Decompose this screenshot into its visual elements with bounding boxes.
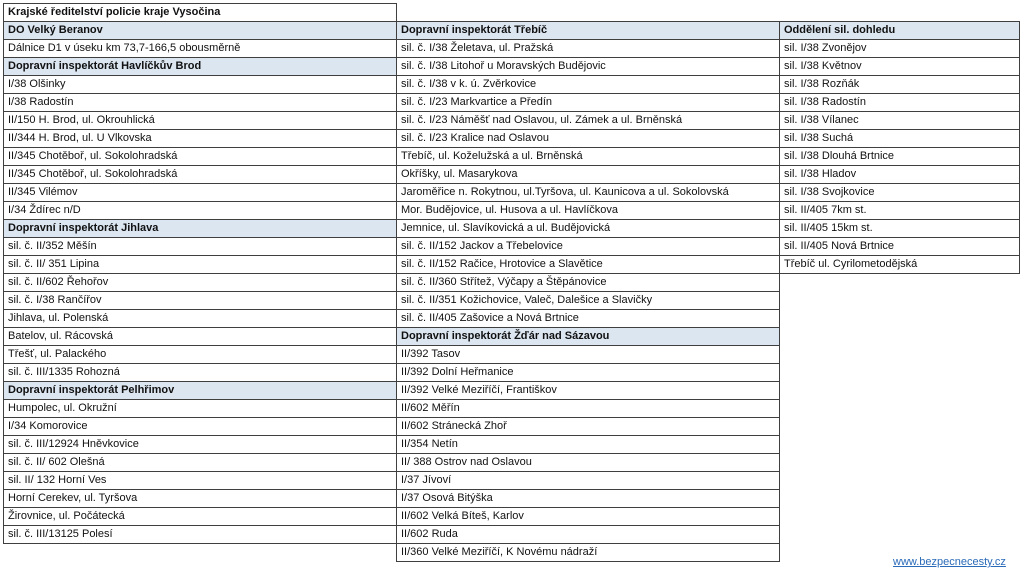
table-row-sil-c-i-38-rancirov: sil. č. I/38 Rančířov [3,291,397,310]
table-row-sil-c-i-38-litohor-u-moravskych-budejovi: sil. č. I/38 Litohoř u Moravských Budějovic [396,57,780,76]
table-row-sil-c-iii-1335-rohozna: sil. č. III/1335 Rohozná [3,363,397,382]
table-row-sil-i-38-dlouha-brtnice: sil. I/38 Dlouhá Brtnice [779,147,1020,166]
table-row-sil-i-38-zvonejov: sil. I/38 Zvonějov [779,39,1020,58]
website-link[interactable]: www.bezpecnecesty.cz [893,556,1006,568]
table-row-sil-c-i-38-v-k-u-zverkovice: sil. č. I/38 v k. ú. Zvěrkovice [396,75,780,94]
table-row-i-37-jivovi: I/37 Jívoví [396,471,780,490]
table-row-sil-ii-405-7km-st: sil. II/405 7km st. [779,201,1020,220]
table-row-i-34-komorovice: I/34 Komorovice [3,417,397,436]
table-row-i-38-olsinky: I/38 Olšinky [3,75,397,94]
table-row-okrisky-ul-masarykova: Okříšky, ul. Masarykova [396,165,780,184]
table-row-ii-602-ruda: II/602 Ruda [396,525,780,544]
table-row-i-37-osova-bityska: I/37 Osová Bitýška [396,489,780,508]
table-row-ii-388-ostrov-nad-oslavou: II/ 388 Ostrov nad Oslavou [396,453,780,472]
table-row-sil-c-ii-602-rehorov: sil. č. II/602 Řehořov [3,273,397,292]
section-header-dopravni-inspektorat-zdar-nad-sazavou: Dopravní inspektorát Žďár nad Sázavou [396,327,780,346]
table-row-jaromerice-n-rokytnou-ul-tyrsova-ul-kaun: Jaroměřice n. Rokytnou, ul.Tyršova, ul. Kaunicova a ul. Sokolovská [396,183,780,202]
table-row-horni-cerekev-ul-tyrsova: Horní Cerekev, ul. Tyršova [3,489,397,508]
table-row-trebic-ul-kozeluzska-a-ul-brnenska: Třebíč, ul. Koželužská a ul. Brněnská [396,147,780,166]
table-row-ii-354-netin: II/354 Netín [396,435,780,454]
section-header-dopravni-inspektorat-trebic: Dopravní inspektorát Třebíč [396,21,780,40]
table-row-sil-c-ii-352-mesin: sil. č. II/352 Měšín [3,237,397,256]
table-row-sil-c-iii-12924-hnevkovice: sil. č. III/12924 Hněvkovice [3,435,397,454]
table-row-sil-c-i-23-kralice-nad-oslavou: sil. č. I/23 Kralice nad Oslavou [396,129,780,148]
table-row-sil-c-ii-405-zasovice-a-nova-brtnice: sil. č. II/405 Zašovice a Nová Brtnice [396,309,780,328]
table-row-ii-345-vilemov: II/345 Vilémov [3,183,397,202]
table-row-sil-c-i-23-namest-nad-oslavou-ul-zamek-a: sil. č. I/23 Náměšť nad Oslavou, ul. Zámek a ul. Brněnská [396,111,780,130]
table-row-sil-c-ii-152-jackov-a-trebelovice: sil. č. II/152 Jackov a Třebelovice [396,237,780,256]
table-row-jihlava-ul-polenska: Jihlava, ul. Polenská [3,309,397,328]
table-row-ii-602-merin: II/602 Měřín [396,399,780,418]
table-row-ii-345-chotebor-ul-sokolohradska: II/345 Chotěboř, ul. Sokolohradská [3,147,397,166]
table-row-sil-i-38-kvetnov: sil. I/38 Květnov [779,57,1020,76]
table-row-sil-ii-405-nova-brtnice: sil. II/405 Nová Brtnice [779,237,1020,256]
table-row-jemnice-ul-slavikovicka-a-ul-budejovicka: Jemnice, ul. Slavíkovická a ul. Budějovická [396,219,780,238]
table-row-sil-i-38-radostin: sil. I/38 Radostín [779,93,1020,112]
table-row-humpolec-ul-okruzni: Humpolec, ul. Okružní [3,399,397,418]
table-row-sil-ii-132-horni-ves: sil. II/ 132 Horní Ves [3,471,397,490]
table-row-ii-602-velka-bites-karlov: II/602 Velká Bíteš, Karlov [396,507,780,526]
table-row-i-38-radostin: I/38 Radostín [3,93,397,112]
section-header-oddeleni-sil-dohledu: Oddělení sil. dohledu [779,21,1020,40]
table-row-sil-c-ii-152-racice-hrotovice-a-slavetic: sil. č. II/152 Račice, Hrotovice a Slavětice [396,255,780,274]
table-row-batelov-ul-racovska: Batelov, ul. Rácovská [3,327,397,346]
table-row-ii-345-chotebor-ul-sokolohradska: II/345 Chotěboř, ul. Sokolohradská [3,165,397,184]
table-row-ii-392-tasov: II/392 Tasov [396,345,780,364]
table-row-ii-344-h-brod-ul-u-vlkovska: II/344 H. Brod, ul. U Vlkovska [3,129,397,148]
table-row-trest-ul-palackeho: Třešť, ul. Palackého [3,345,397,364]
section-header-dopravni-inspektorat-havlickuv-brod: Dopravní inspektorát Havlíčkův Brod [3,57,397,76]
table-row-ii-360-velke-mezirici-k-novemu-nadrazi: II/360 Velké Meziříčí, K Novému nádraží [396,543,780,562]
table-row-ii-602-stranecka-zhor: II/602 Stránecká Zhoř [396,417,780,436]
table-row-mor-budejovice-ul-husova-a-ul-havlickova: Mor. Budějovice, ul. Husova a ul. Havlíčkova [396,201,780,220]
table-row-sil-c-i-23-markvartice-a-predin: sil. č. I/23 Markvartice a Předín [396,93,780,112]
table-row-sil-c-ii-360-stritez-vycapy-a-stepanovic: sil. č. II/360 Střítež, Výčapy a Štěpánovice [396,273,780,292]
table-row-sil-i-38-sucha: sil. I/38 Suchá [779,129,1020,148]
table-row-sil-c-ii-602-olesna: sil. č. II/ 602 Olešná [3,453,397,472]
table-row-sil-i-38-svojkovice: sil. I/38 Svojkovice [779,183,1020,202]
section-header-dopravni-inspektorat-jihlava: Dopravní inspektorát Jihlava [3,219,397,238]
table-row-ii-392-velke-mezirici-frantiskov: II/392 Velké Meziříčí, Františkov [396,381,780,400]
table-row-sil-c-ii-351-lipina: sil. č. II/ 351 Lipina [3,255,397,274]
table-row-ii-392-dolni-hermanice: II/392 Dolní Heřmanice [396,363,780,382]
table-row-sil-c-i-38-zeletava-ul-prazska: sil. č. I/38 Želetava, ul. Pražská [396,39,780,58]
section-header-do-velky-beranov: DO Velký Beranov [3,21,397,40]
table-row-sil-i-38-roznak: sil. I/38 Rozňák [779,75,1020,94]
table-row-sil-c-iii-13125-polesi: sil. č. III/13125 Polesí [3,525,397,544]
table-row-ii-150-h-brod-ul-okrouhlicka: II/150 H. Brod, ul. Okrouhlická [3,111,397,130]
table-row-dalnice-d1-v-useku-km-73-7-166-5-obousme: Dálnice D1 v úseku km 73,7-166,5 obousměrně [3,39,397,58]
table-row-sil-i-38-vilanec: sil. I/38 Vílanec [779,111,1020,130]
table-row-trebic-ul-cyrilometodejska: Třebíč ul. Cyrilometodějská [779,255,1020,274]
table-row-sil-ii-405-15km-st: sil. II/405 15km st. [779,219,1020,238]
section-header-dopravni-inspektorat-pelhrimov: Dopravní inspektorát Pelhřimov [3,381,397,400]
document-title: Krajské ředitelství policie kraje Vysočina [3,3,397,22]
table-row-sil-i-38-hladov: sil. I/38 Hladov [779,165,1020,184]
table-row-i-34-zdirec-n-d: I/34 Ždírec n/D [3,201,397,220]
table-row-sil-c-ii-351-kozichovice-valec-dalesice-: sil. č. II/351 Kožichovice, Valeč, Dalešice a Slavičky [396,291,780,310]
table-row-zirovnice-ul-pocatecka: Žirovnice, ul. Počátecká [3,507,397,526]
